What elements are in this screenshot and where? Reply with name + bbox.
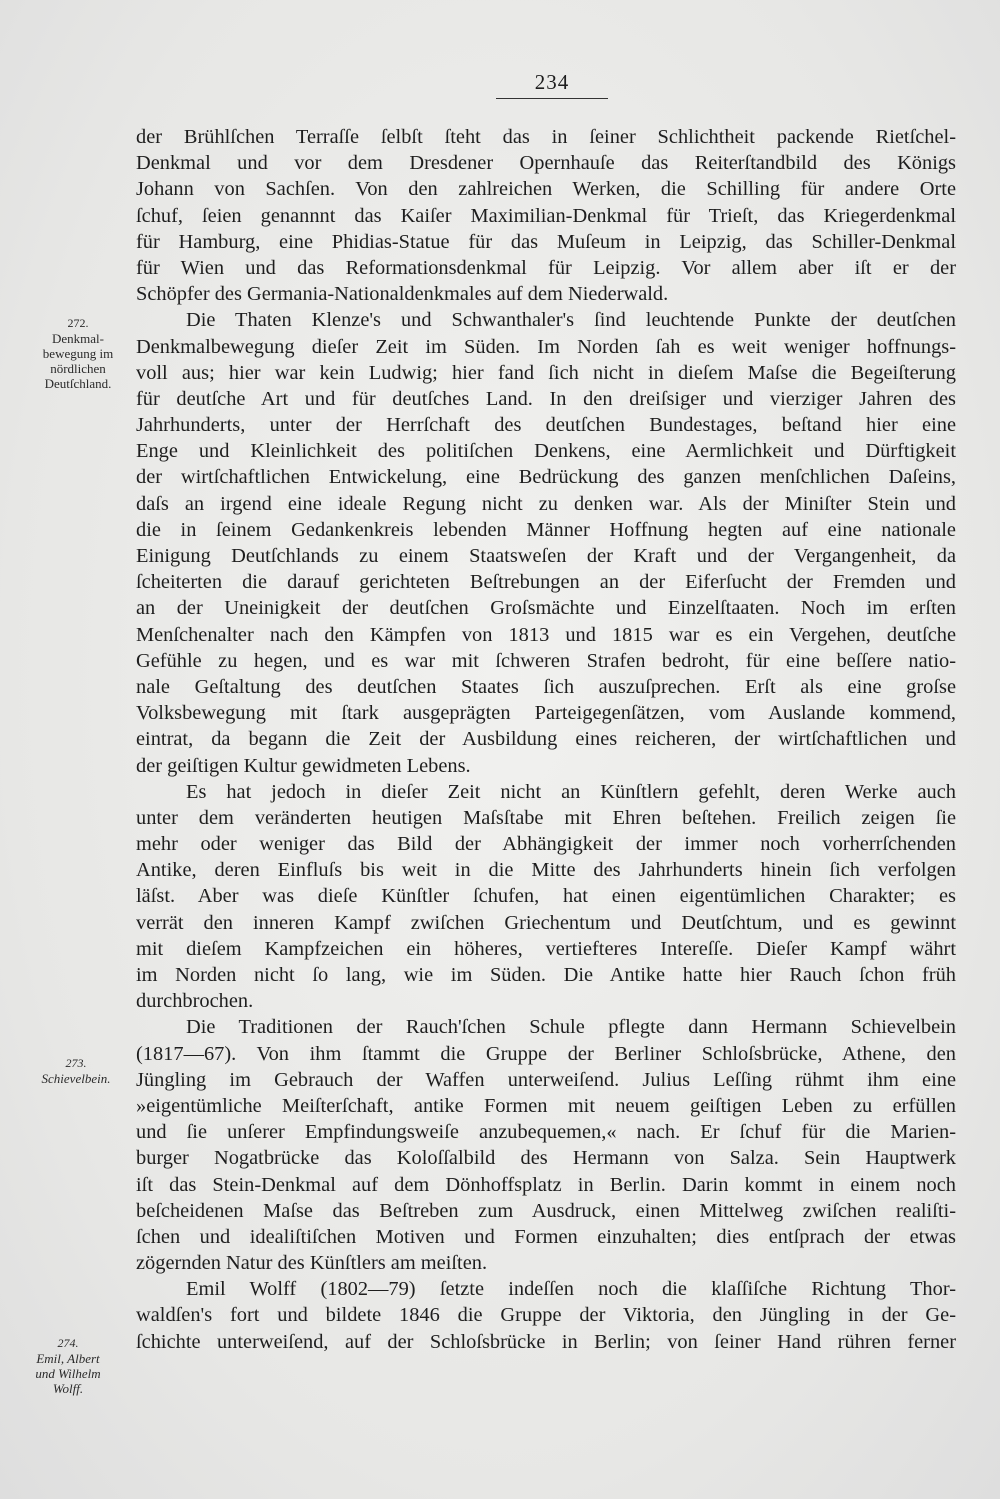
text-line: der wirtſchaftlichen Entwickelung, eine Bedrückung des ganzen menſchlichen Daſeins,: [136, 466, 956, 489]
text-line: zögernden Natur des Künſtlers am meiſten.: [136, 1252, 488, 1275]
text-line: daſs an irgend eine ideale Regung nicht zu denken war. Als der Miniſter Stein und: [136, 492, 956, 515]
text-line: Denkmal und vor dem Dresdener Opernhauſe das Reiterſtandbild des Königs: [136, 152, 956, 175]
text-line: ſcheiterten die darauf gerichteten Beſtrebungen an der Eiferſucht der Fremden und: [136, 571, 956, 594]
text-line: für deutſche Art und für deutſches Land. In den dreiſsiger und vierziger Jahren des: [136, 387, 956, 410]
text-line: im Norden nicht ſo lang, wie im Süden. Die Antike hatte hier Rauch ſchon früh: [136, 964, 956, 986]
text-line: burger Nogatbrücke das Koloſſalbild des Hermann von Salza. Sein Hauptwerk: [136, 1147, 956, 1170]
text-line: eintrat, da begann die Zeit der Ausbildung eines reicheren, der wirtſchaftlichen und: [136, 728, 956, 751]
margin-note-line: Wolff.: [52, 1381, 84, 1396]
text-line: der geiſtigen Kultur gewidmeten Lebens.: [136, 754, 471, 777]
text-line: durchbrochen.: [136, 990, 254, 1013]
text-line: Einigung Deutſchlands zu einem Staatsweſen der Kraft und der Vergangenheit, da: [136, 545, 956, 567]
text-line: Denkmalbewegung dieſer Zeit im Süden. Im Norden ſah es weit weniger hoffnungs-: [136, 335, 956, 358]
text-line: für Wien und das Reformationsdenkmal für Leipzig. Vor allem aber iſt er der: [136, 256, 956, 279]
text-line: Emil Wolff (1802—79) ſetzte indeſſen noch die klaſſiſche Richtung Thor-: [186, 1278, 956, 1301]
text-line: voll aus; hier war kein Ludwig; hier fand ſich nicht in dieſem Maſse die Begeiſterung: [136, 361, 956, 384]
text-line: (1817—67). Von ihm ſtammt die Gruppe der Berliner Schloſsbrücke, Athene, den: [136, 1042, 956, 1065]
margin-note-number: 272.: [67, 316, 89, 330]
margin-note-line: Schievelbein.: [41, 1071, 111, 1086]
text-line: Gefühle zu hegen, und es war mit ſchweren Strafen bedroht, für eine beſſere natio-: [136, 649, 956, 672]
text-line: nale Geſtaltung des deutſchen Staates ſich auszuſprechen. Erſt als eine groſse: [136, 675, 956, 698]
text-line: für Hamburg, eine Phidias-Statue für das Muſeum in Leipzig, das Schiller-Denkmal: [136, 230, 956, 253]
text-line: Johann von Sachſen. Von den zahlreichen Werken, die Schilling für andere Orte: [136, 178, 956, 201]
margin-note-line: Deutſchland.: [44, 376, 112, 391]
margin-note-number: 274.: [57, 1336, 79, 1350]
text-line: Enge und Kleinlichkeit des politiſchen Denkens, eine Aermlichkeit und Dürftigkeit: [136, 440, 956, 463]
text-line: die in ſeinem Gedankenkreis lebenden Männer Hoffnung hegten auf eine nationale: [136, 518, 956, 541]
margin-note-line: Denkmal-: [52, 331, 104, 346]
margin-note-274: [12, 1336, 124, 1396]
text-line: Volksbewegung mit ſtark ausgeprägten Parteigegenſätzen, vom Auslande kommend,: [136, 702, 956, 725]
margin-note-line: nördlichen: [50, 361, 106, 376]
text-line: der Brühlſchen Terraſſe ſelbſt ſteht das in ſeiner Schlichtheit packende Rietſchel-: [136, 126, 956, 148]
text-line: Es hat jedoch in dieſer Zeit nicht an Künſtlern gefehlt, deren Werke auch: [186, 780, 956, 803]
margin-note-273: [20, 1056, 132, 1086]
page-number: 234: [496, 70, 608, 99]
margin-note-272: [22, 316, 134, 391]
text-line: Jüngling im Gebrauch der Waffen unterweiſend. Julius Leſſing rühmt ihm eine: [136, 1068, 956, 1091]
text-line: läſst. Aber was dieſe Künſtler ſchufen, hat einen eigentümlichen Charakter; es: [136, 885, 956, 908]
margin-note-line: und Wilhelm: [35, 1366, 101, 1381]
margin-note-line: bewegung im: [42, 346, 114, 361]
margin-note-line: Emil, Albert: [36, 1351, 100, 1366]
text-line: mit dieſem Kampfzeichen ein höheres, vertiefteres Intereſſe. Dieſer Kampf währt: [136, 937, 956, 960]
text-line: Die Traditionen der Rauch'ſchen Schule pflegte dann Hermann Schievelbein: [186, 1016, 956, 1039]
text-line: Jahrhunderts, unter der Herrſchaft des deutſchen Bundestages, beſtand hier eine: [136, 414, 956, 437]
text-line: ſchichte unterweiſend, auf der Schloſsbrücke in Berlin; von ſeiner Hand rühren ferner: [136, 1330, 956, 1353]
text-line: »eigentümliche Meiſterſchaft, antike Formen mit neuem geiſtigen Leben zu erfüllen: [136, 1094, 956, 1117]
text-line: waldſen's fort und bildete 1846 die Gruppe der Viktoria, den Jüngling in der Ge-: [136, 1304, 956, 1327]
text-line: unter dem veränderten heutigen Maſsſtabe mit Ehren beſtehen. Freilich zeigen ſie: [136, 806, 956, 829]
text-line: verrät den inneren Kampf zwiſchen Griechentum und Deutſchtum, und es gewinnt: [136, 911, 956, 934]
margin-note-number: 273.: [65, 1056, 87, 1070]
text-line: mehr oder weniger das Bild der Abhängigkeit der immer noch vorherrſchenden: [136, 833, 956, 856]
text-line: an der Uneinigkeit der deutſchen Groſsmächte und Einzelſtaaten. Noch im erſten: [136, 597, 956, 620]
text-line: beſcheidenen Maſse das Beſtreben zum Ausdruck, einen Mittelweg zwiſchen realiſti-: [136, 1199, 956, 1222]
text-line: Schöpfer des Germania-Nationaldenkmales auf dem Niederwald.: [136, 283, 669, 306]
text-line: ſchuf, ſeien genannnt das Kaiſer Maximilian-Denkmal für Trieſt, das Kriegerdenkmal: [136, 204, 956, 227]
text-line: ſchen und idealiſtiſchen Motiven und Formen einzuhalten; dies entſprach der etwas: [136, 1225, 956, 1248]
text-line: Antike, deren Einfluſs bis weit in die Mitte des Jahrhunderts hinein ſich verfolgen: [136, 859, 956, 882]
text-line: iſt das Stein-Denkmal auf dem Dönhoffsplatz in Berlin. Darin kommt in einem noch: [136, 1173, 956, 1196]
text-line: und ſie unſerer Empfindungsweiſe anzubequemen,« nach. Er ſchuf für die Marien-: [136, 1121, 956, 1144]
text-line: Die Thaten Klenze's und Schwanthaler's ſind leuchtende Punkte der deutſchen: [186, 309, 956, 332]
text-line: Menſchenalter nach den Kämpfen von 1813 und 1815 war es ein Vergehen, deutſche: [136, 623, 956, 646]
body-text: [136, 124, 956, 1355]
